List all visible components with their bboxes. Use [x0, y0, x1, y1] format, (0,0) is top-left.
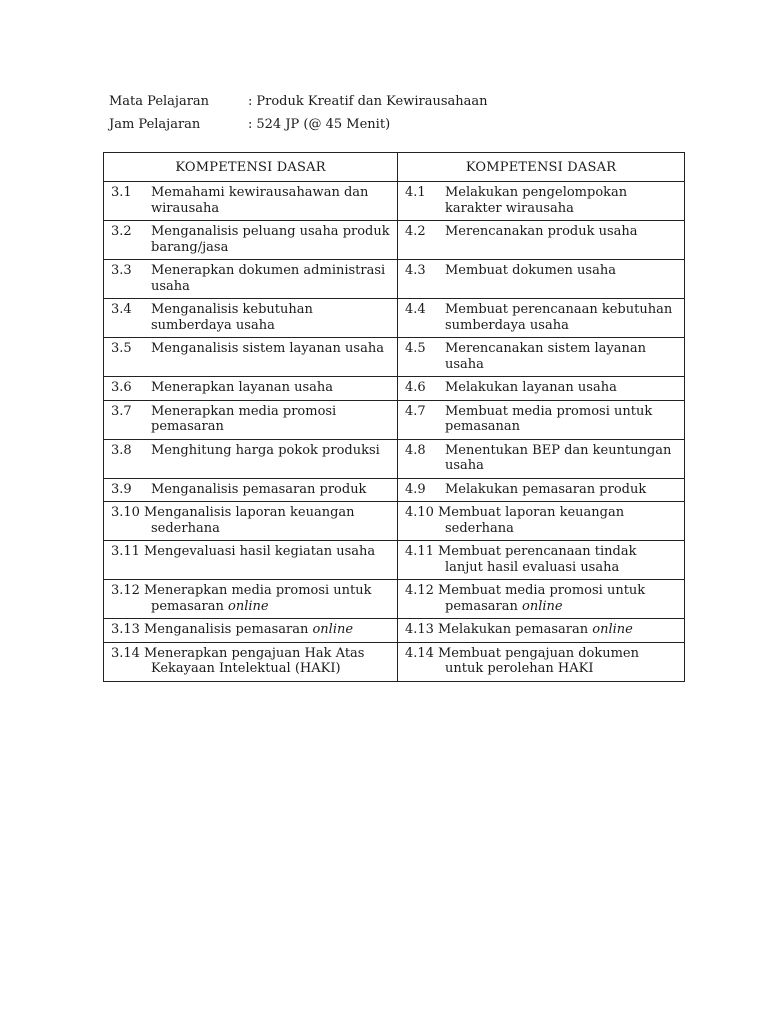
competency-text: Membuat media promosi untuk pemasanan [445, 403, 653, 434]
competency-text: Membuat pengajuan dokumen untuk perolehan HAKI [437, 645, 639, 676]
hours-separator: : [248, 117, 253, 132]
competency-text-wrap [445, 443, 678, 474]
competency-number: 4.12 [405, 583, 434, 598]
cell-content [398, 541, 684, 579]
competency-text: Menentukan BEP dan keuntungan usaha [445, 442, 672, 473]
competency-text-wrap [144, 505, 355, 536]
subject-separator: : [248, 94, 253, 109]
cell-content [104, 401, 397, 439]
competency-number: 3.5 [111, 341, 132, 356]
competency-text-wrap [151, 404, 391, 435]
skill-cell [398, 182, 685, 221]
competency-text-wrap [151, 341, 391, 357]
competency-text: Melakukan pemasaran produk [445, 481, 647, 497]
competency-text: Menerapkan media promosi pemasaran [151, 403, 337, 434]
cell-content [398, 440, 684, 478]
competency-text-wrap [151, 482, 391, 498]
competency-text: Menganalisis pemasaran [143, 622, 309, 637]
competency-text-italic: online [522, 598, 563, 614]
competency-text-wrap [151, 380, 391, 396]
competency-number: 4.11 [405, 544, 434, 559]
knowledge-cell [104, 502, 398, 541]
competency-text: Melakukan layanan usaha [445, 380, 617, 395]
competency-number: 4.14 [405, 645, 434, 661]
skill-cell [398, 221, 685, 260]
skill-cell [398, 400, 685, 439]
competency-number: 3.3 [111, 263, 132, 278]
table-row [104, 642, 685, 681]
competency-number: 3.6 [111, 380, 132, 395]
competency-text: Menganalisis peluang usaha produk barang/jasa [151, 224, 390, 255]
cell-content [398, 502, 684, 540]
competency-text: Menganalisis kebutuhan sumberdaya usaha [151, 302, 313, 333]
competency-text: Menerapkan media promosi untuk pemasaran [143, 583, 372, 614]
competency-text: Membuat laporan keuangan sederhana [437, 505, 625, 536]
table-row [104, 439, 685, 478]
skill-cell [398, 580, 685, 619]
cell-content [398, 401, 684, 439]
competency-text-italic: online [592, 622, 633, 637]
competency-number: 3.10 [111, 505, 140, 520]
competency-text: Membuat media promosi untuk pemasaran [437, 583, 646, 614]
skill-cell [398, 338, 685, 377]
competency-text-wrap [438, 544, 637, 575]
skill-cell [398, 299, 685, 338]
knowledge-cell [104, 377, 398, 401]
header-left: KOMPETENSI DASAR [104, 153, 398, 182]
knowledge-cell [104, 478, 398, 502]
competency-text-wrap [445, 224, 678, 240]
competency-number: 3.12 [111, 583, 140, 598]
cell-content [104, 260, 397, 298]
table-row [104, 299, 685, 338]
competency-text-wrap [445, 302, 678, 333]
table-row [104, 338, 685, 377]
competency-text: Menganalisis laporan keuangan sederhana [143, 505, 355, 536]
competency-number: 3.7 [111, 403, 132, 419]
competency-text-wrap [151, 185, 391, 216]
competency-number: 4.1 [405, 185, 426, 200]
competency-text-wrap [144, 646, 365, 677]
knowledge-cell [104, 619, 398, 643]
skill-cell [398, 642, 685, 681]
cell-content [104, 299, 397, 337]
competency-text-wrap [445, 482, 678, 498]
competency-text: Merencanakan produk usaha [445, 224, 638, 239]
subject-label: Mata Pelajaran [109, 94, 210, 109]
competency-text-wrap [438, 505, 624, 536]
skill-cell [398, 478, 685, 502]
cell-content [398, 221, 684, 244]
cell-content [104, 221, 397, 259]
table-row [104, 580, 685, 619]
competency-number: 3.9 [111, 481, 132, 497]
knowledge-cell [104, 338, 398, 377]
cell-content [104, 541, 397, 564]
cell-content [398, 619, 684, 642]
competency-number: 3.4 [111, 302, 132, 317]
table-row [104, 221, 685, 260]
table-row [104, 478, 685, 502]
knowledge-cell [104, 541, 398, 580]
skill-cell [398, 377, 685, 401]
hours-value: 524 JP (@ 45 Menit) [256, 117, 391, 132]
competency-number: 4.6 [405, 380, 426, 395]
cell-content [104, 479, 397, 502]
competency-number: 4.9 [405, 481, 426, 497]
knowledge-cell [104, 260, 398, 299]
competency-number: 4.13 [405, 622, 434, 637]
competency-text-wrap [151, 224, 391, 255]
knowledge-cell [104, 642, 398, 681]
competency-number: 4.10 [405, 505, 434, 520]
cell-content [104, 502, 397, 540]
competency-text: Menganalisis pemasaran produk [151, 481, 367, 497]
cell-content [398, 479, 684, 502]
competency-number: 4.3 [405, 263, 426, 278]
cell-content [398, 182, 684, 220]
knowledge-cell [104, 439, 398, 478]
competency-text-wrap [144, 544, 375, 559]
subject-value: Produk Kreatif dan Kewirausahaan [256, 94, 488, 109]
cell-content [104, 580, 397, 618]
competency-text-italic: online [228, 598, 269, 614]
knowledge-cell [104, 400, 398, 439]
competency-number: 3.1 [111, 185, 132, 200]
cell-content [104, 182, 397, 220]
table-row [104, 260, 685, 299]
competency-number: 4.5 [405, 341, 426, 356]
competency-number: 3.14 [111, 645, 140, 661]
competency-number: 4.8 [405, 442, 426, 458]
competency-text-wrap [445, 341, 678, 372]
competency-number: 3.8 [111, 442, 132, 458]
knowledge-cell [104, 299, 398, 338]
skill-cell [398, 502, 685, 541]
competency-text: Memahami kewirausahawan dan wirausaha [151, 185, 369, 216]
competency-text: Menganalisis sistem layanan usaha [151, 341, 384, 356]
cell-content [104, 377, 397, 400]
competency-text: Menghitung harga pokok produksi [151, 442, 380, 458]
hours-row [109, 113, 488, 136]
table-body [104, 182, 685, 682]
cell-content [398, 338, 684, 376]
skill-cell [398, 541, 685, 580]
skill-cell [398, 260, 685, 299]
document-meta [109, 90, 488, 136]
cell-content [398, 260, 684, 283]
competency-text-wrap [445, 380, 678, 396]
competency-text-wrap [151, 263, 391, 294]
competency-text-wrap [438, 622, 633, 637]
competency-text-wrap [438, 583, 645, 614]
table-row [104, 502, 685, 541]
competency-text: Membuat dokumen usaha [445, 263, 616, 278]
cell-content [398, 299, 684, 337]
knowledge-cell [104, 221, 398, 260]
competency-text: Membuat perencanaan tindak lanjut hasil evaluasi usaha [437, 544, 637, 575]
subject-row [109, 90, 488, 113]
competency-text-wrap [445, 263, 678, 279]
competency-text-wrap [151, 443, 391, 459]
table-header-row [104, 153, 685, 182]
table-row [104, 400, 685, 439]
skill-cell [398, 619, 685, 643]
competency-text-wrap [438, 646, 639, 677]
table-row [104, 377, 685, 401]
competency-text: Melakukan pengelompokan karakter wirausaha [445, 185, 628, 216]
competency-text-wrap [445, 404, 678, 435]
competency-text-wrap [144, 583, 372, 614]
competency-text: Mengevaluasi hasil kegiatan usaha [143, 544, 376, 559]
competency-text: Melakukan pemasaran [437, 622, 589, 637]
cell-content [398, 580, 684, 618]
knowledge-cell [104, 182, 398, 221]
cell-content [104, 440, 397, 463]
competency-text-italic: online [312, 622, 354, 637]
competency-number: 4.2 [405, 224, 426, 239]
table-row [104, 541, 685, 580]
competency-number: 3.2 [111, 224, 132, 239]
competency-text: Menerapkan pengajuan Hak Atas Kekayaan Intelektual (HAKI) [143, 645, 365, 676]
cell-content [104, 619, 397, 642]
cell-content [398, 643, 684, 681]
cell-content [104, 643, 397, 681]
table-row [104, 182, 685, 221]
competency-number: 3.11 [111, 544, 140, 559]
competency-text: Membuat perencanaan kebutuhan sumberdaya usaha [445, 302, 673, 333]
cell-content [104, 338, 397, 361]
competency-text: Merencanakan sistem layanan usaha [445, 341, 646, 372]
competency-number: 4.4 [405, 302, 426, 317]
competency-text-wrap [144, 622, 353, 637]
competency-number: 3.13 [111, 622, 140, 637]
skill-cell [398, 439, 685, 478]
competency-table [103, 152, 685, 682]
competency-text-wrap [151, 302, 391, 333]
hours-label: Jam Pelajaran [109, 117, 201, 132]
competency-number: 4.7 [405, 403, 426, 419]
knowledge-cell [104, 580, 398, 619]
table-row [104, 619, 685, 643]
competency-text: Menerapkan dokumen administrasi usaha [151, 263, 386, 294]
competency-text: Menerapkan layanan usaha [151, 380, 334, 395]
cell-content [398, 377, 684, 400]
competency-text-wrap [445, 185, 678, 216]
header-right: KOMPETENSI DASAR [398, 153, 685, 182]
